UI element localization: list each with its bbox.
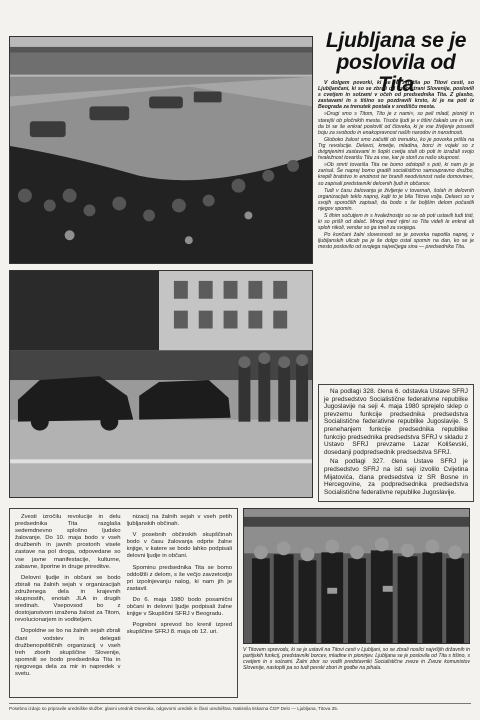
statement-column-1 xyxy=(15,514,121,692)
article-paragraph: Po končani žalni slovesnosti se je povorka napotila naprej, v ljubljanskih ulicah pa je še dolgo ostal spomin na dan, ko se je mesto poslovilo od svojega največjega sina — predsednika Tita. xyxy=(318,232,474,251)
statement-paragraph: Spominu predsednika Tita se bomo oddolžili z delom, s še večjo zavzetostjo pri izpolnjevanju nalog, ki nam jih je zastavil. xyxy=(126,564,232,592)
photo-caption: V Titovem sprevodu, ki se je ustavil na Titovi cesti v Ljubljani, so se zbrali nosilci najvišjih državnih in partijskih funkcij, predstavniki borcev, mladine in pionirjev. Ljubljana se je poslovila od Tita s tišino, s cvetjem in s solzami. Žalni zbor so vodili predstavniki Socialistične zveze in Zveze komunistov Slovenije, nastopili pa so tudi pevski zbori in godbe na pihala. xyxy=(243,647,470,671)
statement-paragraph: Zvesti izročilu revolucije in delu predsednika Tita razglaša sedemdnevno splošno ljudsko žalovanje. Do 10. maja bodo v vseh družbenih in javnih prostorih visele zastave na pol droga, odpovedane so vse javne manifestacije, kulturne, zabavne, športne in druge prireditve. xyxy=(15,514,121,570)
article-main xyxy=(318,80,474,380)
article-paragraph: Tudi v času žalovanja je življenje v tovarnah, šolah in delovnih organizacijah teklo naprej, kajti to je bila Titova volja. Delavci so v svojih sporočilih zapisali, da bodo s še boljšim delom počastili njegov spomin. xyxy=(318,187,474,212)
photo-funeral-crowd xyxy=(9,36,313,264)
statement-column-2 xyxy=(127,514,233,692)
statement-paragraph: nizacij na žalnih sejah v vseh petih ljubljanskih občinah. xyxy=(126,514,232,528)
photo-mourners xyxy=(243,508,470,644)
statement-paragraph: Delovni ljudje in občani se bodo zbirali na žalnih sejah v organizacijah združenega dela in krajevnih skupnostih, enotah JLA in drugih sredinah. Vsepovsod bo z dostojanstvom izražena žalost za Titom, revolucionarjem in voditeljem. xyxy=(15,574,121,624)
article-paragraph: »Drugi smo s Titom, Tito je z nami«, so peli mladi, pionirji in starejši ob pločnikih mesta. Tisoče ljudi je v tišini čakalo ure in ure, da bi se še enkrat poslovili od človeka, ki je vse življenje posvetil boju za svobodo in enakopravnost naših narodov in narodnosti. xyxy=(318,111,474,136)
imprint-footer: Posebno izdajo so pripravile uredniške službe: glavni urednik Dnevnika, odgovorni urednik in člani uredništva. Natisnila tiskarna ČGP Delo — Ljubljana, Titova 35. xyxy=(9,703,471,715)
presidency-notice-box xyxy=(318,384,474,502)
statement-paragraph: Pogrebni sprevod bo krenil izpred skupščine SFRJ 8. maja ob 12. uri. xyxy=(126,622,232,636)
mourning-statement-box xyxy=(9,508,238,698)
statement-paragraph: Do 6. maja 1980 bodo posamični občani in delovni ljudje podpisali žalne knjige v Skupščini SFRJ v Beogradu. xyxy=(126,596,232,618)
article-paragraph: S tihim sočutjem in s hvaležnostjo so se ob poti ustavili tudi tisti, ki so prišli od daleč. Mnogi med njimi so Tita videli le enkrat ali sploh nikoli, vendar so ga imeli za svojega. xyxy=(318,212,474,232)
notice-paragraph: Na podlagi 328. člena 6. odstavka Ustave SFRJ je predsedstvo Socialistične federativne republike Jugoslavije na seji 4. maja 1980 sprejelo sklep o prevzemu funkcije predsednika predsedstva Socialistične federativne republike Jugoslavije. S prenehanjem funkcije predsednika republike funkcijo predsednika predsedstva SFRJ v skladu z Ustavo SFRJ prevzame Lazar Koliševski, dosedanji podpredsednik predsedstva SFRJ. xyxy=(324,388,468,456)
article-paragraph: Globoko žalost smo začutili ob trenutku, ko je povorka prišla na Trg revolucije. Delavci, kmetje, mladina, borci in vojaki so z dvignjenimi zastavami in šopki cvetja stali ob poti in izražali svojo hvaležnost tovarišu Titu za vse, kar je storil za našo skupnost. xyxy=(318,136,474,162)
article-paragraph: »Ob smrti tovariša Tita ne bomo odstopili s poti, ki nam jo je zarisal. Še naprej bomo gradili socialistično samoupravno družbo, krepili bratstvo in enotnost ter branili neodvisnost naše domovine«, so zapisali predstavniki delovnih ljudi in občanov. xyxy=(318,162,474,187)
notice-paragraph: Na podlagi 327. člena Ustave SFRJ je predsedstvo SFRJ na isti seji izvolilo Cvijetina Mijatovića, člana predsedstva iz SR Bosne in Hercegovine, za podpredsednika predsedstva Socialistične federativne republike Jugoslavije. xyxy=(324,458,468,496)
statement-paragraph: Dopoldne se bo na žalnih sejah zbrali člani vodstev in delegati družbenopolitičnih organizacij v vseh treh zborih skupščine Slovenije, spomnili se bodo predsednika Tita in njegovega dela za mir in napredek v svetu. xyxy=(15,628,121,677)
photo-motorcade xyxy=(9,270,313,498)
statement-paragraph: V posebnih občinskih skupščinah bodo v času žalovanja odprte žalne knjige, v katere se bodo lahko podpisali delovni ljudje in občani. xyxy=(126,532,232,560)
article-lead: V dolgem povorki, ki se je zvrstila po Titovi cesti, so Ljubljančani, ki so se zbrali od vseh strani Slovenije, poslovili s cvetjem in solzami v očeh od predsednika Tita. Z glasbo, zastavami in s tišino so pozdravili krsto, ki je na poti iz Beograda za trenutek postala v središču mesta. xyxy=(318,80,474,111)
headline: Ljubljana se je poslovila od Tita xyxy=(325,29,467,96)
